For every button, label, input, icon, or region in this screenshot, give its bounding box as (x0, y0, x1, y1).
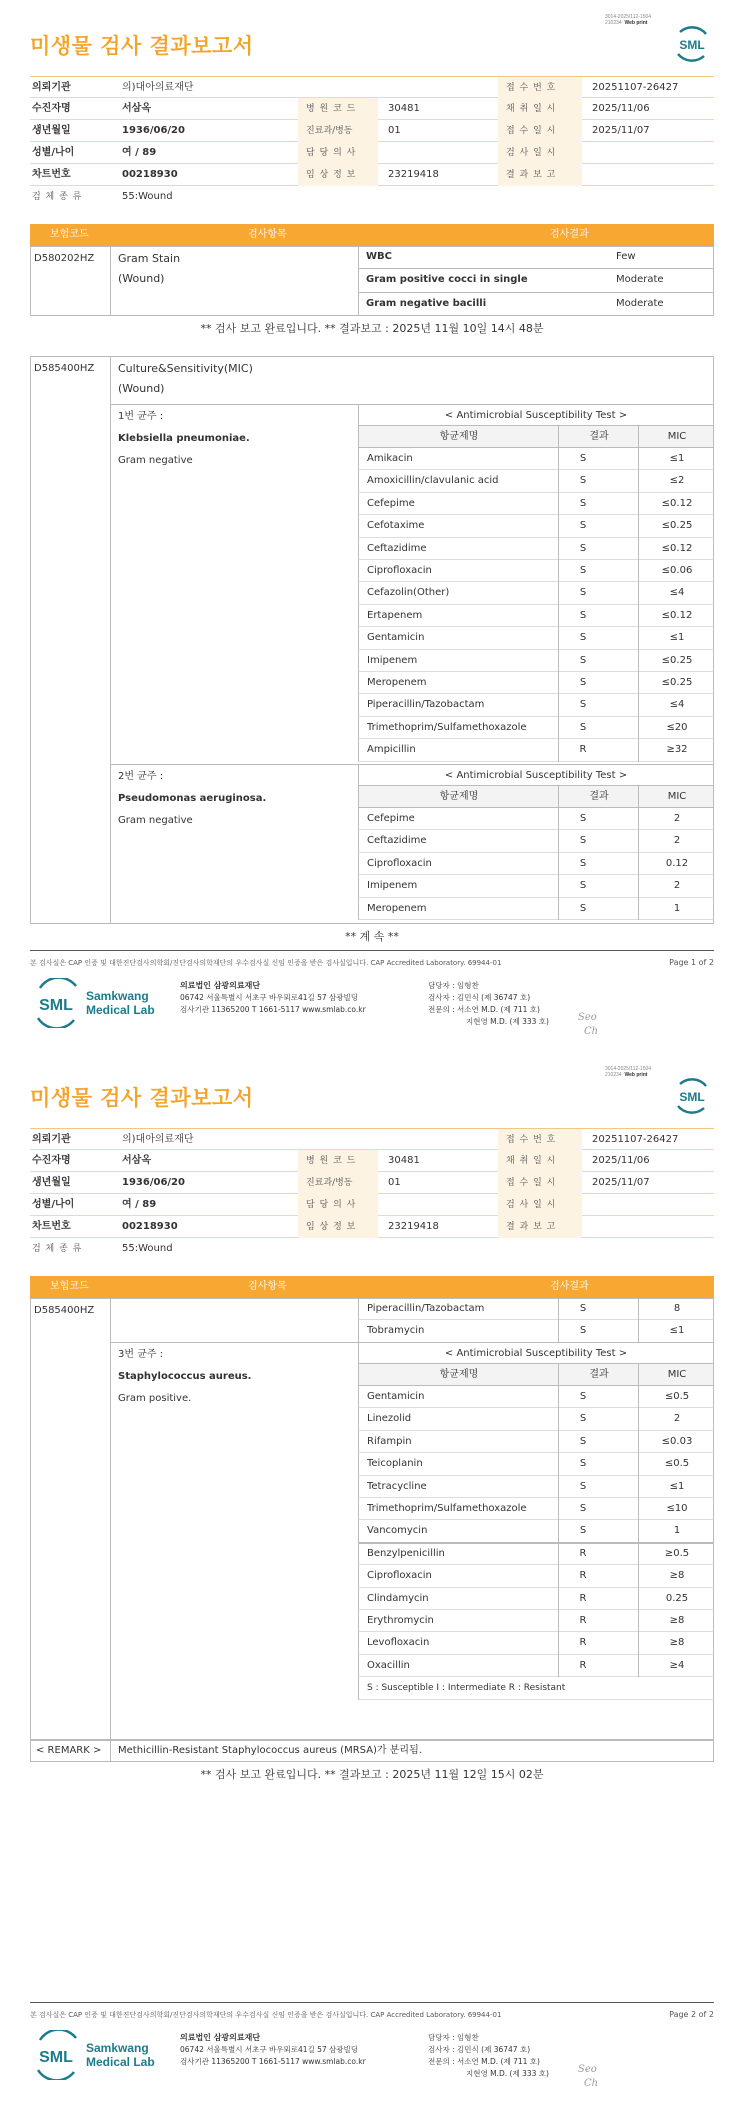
label-collect: 채 취 일 시 (498, 1150, 582, 1172)
ast-mic: ≤0.5 (664, 1458, 690, 1470)
col-result: 결과 (589, 1369, 609, 1380)
col-separator (638, 786, 639, 920)
label-dept: 진료과/병동 (298, 1172, 378, 1194)
ast-drug: Ciprofloxacin (367, 1570, 432, 1582)
sml-logo-icon (672, 1076, 712, 1116)
ast-result: S (579, 1391, 587, 1402)
ast-mic: ≥8 (669, 1637, 685, 1649)
signature-1: Seo (578, 2064, 597, 2075)
value-clinical: 23219418 (388, 1221, 439, 1232)
ast-title: < Antimicrobial Susceptibility Test > (358, 764, 714, 786)
label-req-inst: 의뢰기관 (32, 1134, 71, 1145)
ast-drug: Cefepime (367, 497, 415, 509)
ast-result: R (579, 1637, 587, 1649)
cap-note: 본 검사실은 CAP 인증 및 대한진단검사의학회/진단검사의학재단의 우수검사실 신임 인증을 받은 검사실입니다. CAP Accredited Laboratory. 69944-01 (30, 959, 502, 967)
value-dept: 01 (388, 1177, 401, 1188)
ast-drug: Meropenem (367, 677, 427, 688)
ast-result: S (579, 565, 587, 576)
ast-row (358, 1386, 714, 1408)
label-hosp-code: 병 원 코 드 (298, 98, 378, 120)
signature-2: Ch (584, 1026, 599, 1037)
ast-result: S (579, 1413, 587, 1425)
ast-mic: ≥0.5 (664, 1547, 690, 1559)
culture-complete-note: ** 검사 보고 완료입니다. ** 결과보고 : 2025년 11월 12일 15시 02분 (200, 1768, 544, 1781)
ast-drug: Oxacillin (367, 1659, 410, 1671)
company-info: 의료법인 삼광의료재단 06742 서울특별시 서초구 바우뫼로41길 57 삼광빌딩 검사기관 11365200 T 1661-5117 www.smlab.co.kr (180, 981, 366, 1014)
ast-mic: ≤20 (666, 721, 688, 733)
value-hosp-code: 30481 (388, 103, 420, 114)
ast-result: S (579, 654, 587, 666)
ast-result: R (579, 1615, 587, 1626)
label-req-inst: 의뢰기관 (32, 82, 71, 93)
ast-mic: 2 (673, 813, 681, 824)
label-dob: 생년월일 (32, 1177, 71, 1188)
ast-mic: ≤0.25 (661, 677, 693, 688)
value-req-inst: 의)대아의료재단 (122, 1134, 194, 1145)
gram-result-value: Moderate (616, 274, 664, 286)
gram-result-label: Gram negative bacilli (366, 297, 487, 309)
ast-row (358, 605, 714, 627)
ast-result: R (579, 1592, 587, 1604)
ast-result: S (579, 1325, 587, 1337)
ast-mic: ≤0.25 (661, 520, 693, 532)
company-info: 의료법인 삼광의료재단 06742 서울특별시 서초구 바우뫼로41길 57 삼광빌딩 검사기관 11365200 T 1661-5117 www.smlab.co.kr (180, 2033, 366, 2066)
gram-name: Gram Stain (118, 252, 181, 265)
page-number: Page 1 of 2 (669, 958, 714, 967)
ast-drug: Imipenem (367, 880, 418, 892)
ast-drug: Ciprofloxacin (367, 857, 432, 869)
ast-result: R (579, 1570, 587, 1582)
label-recv-no: 접 수 번 호 (498, 1129, 582, 1151)
label-recv-date: 접 수 일 시 (498, 120, 582, 142)
band-result: 검사결과 (550, 1281, 589, 1292)
ast-row (358, 898, 714, 920)
col-separator (558, 786, 559, 920)
ast-result: S (579, 1303, 587, 1314)
culture-name: Culture&Sensitivity(MIC) (118, 362, 253, 375)
org2-gram: Gram negative (118, 815, 193, 826)
ast-row (358, 538, 714, 560)
org1-gram: Gram negative (118, 455, 193, 466)
gram-result-label: WBC (366, 251, 392, 262)
col-separator (558, 426, 559, 762)
value-dept: 01 (388, 125, 401, 136)
samkwang-logo-icon (36, 978, 166, 1028)
ast-row (358, 560, 714, 582)
svg-text:SML: SML (679, 1090, 705, 1104)
ast-result: R (579, 1659, 587, 1671)
label-chart: 차트번호 (32, 169, 71, 180)
ast-row (358, 808, 714, 830)
ast-result: S (579, 1480, 587, 1492)
ast-result: S (579, 1435, 587, 1447)
svg-text:Medical Lab: Medical Lab (86, 1003, 155, 1017)
gram-result-value: Moderate (616, 297, 664, 309)
value-sex-age: 여 / 89 (122, 1199, 157, 1210)
ast-result: S (579, 453, 587, 464)
ast-mic: 0.12 (665, 857, 689, 869)
signature-2: Ch (584, 2078, 599, 2089)
ast-drug: Erythromycin (367, 1615, 434, 1626)
ast-mic: 2 (673, 880, 681, 892)
ast-result: S (579, 880, 587, 892)
col-drug: 항균제명 (439, 1369, 479, 1380)
ast-row (358, 694, 714, 716)
value-dob: 1936/06/20 (122, 125, 185, 136)
svg-text:SML: SML (39, 997, 73, 1014)
ast-row (358, 1610, 714, 1632)
ast-row (358, 448, 714, 470)
ast-mic: ≥32 (666, 744, 688, 756)
ast-drug: Cefepime (367, 813, 415, 824)
col-drug: 항균제명 (439, 431, 479, 442)
ast-legend (358, 1677, 714, 1699)
remark-label: < REMARK > (36, 1745, 102, 1756)
legend-text: S : Susceptible I : Intermediate R : Resistant (367, 1683, 566, 1694)
ast-column-header (358, 786, 714, 808)
ast-drug: Piperacillin/Tazobactam (367, 1303, 485, 1314)
ast-row (358, 1588, 714, 1610)
svg-text:Samkwang: Samkwang (86, 989, 149, 1003)
ast-result: S (579, 699, 587, 711)
col-mic: MIC (667, 1369, 687, 1380)
value-specimen: 55:Wound (122, 1243, 173, 1254)
page-title: 미생물 검사 결과보고서 (30, 34, 254, 58)
gram-result-row (358, 293, 714, 316)
ast-result: S (579, 902, 587, 914)
ast-drug: Ceftazidime (367, 835, 427, 847)
cap-note: 본 검사실은 CAP 인증 및 대한진단검사의학회/진단검사의학재단의 우수검사실 신임 인증을 받은 검사실입니다. CAP Accredited Laboratory. 69944-01 (30, 2011, 502, 2019)
label-dob: 생년월일 (32, 125, 71, 136)
ast-mic: ≤10 (666, 1503, 688, 1514)
signature-1: Seo (578, 1012, 597, 1023)
label-clinical: 임 상 정 보 (298, 1216, 378, 1238)
col-mic: MIC (667, 431, 687, 442)
org2-number: 2번 균주 : (118, 771, 164, 782)
ast-result: S (579, 835, 587, 847)
ast-row (358, 875, 714, 897)
ast-drug: Vancomycin (367, 1525, 428, 1537)
label-name: 수진자명 (32, 103, 71, 114)
ast-title: < Antimicrobial Susceptibility Test > (358, 1342, 714, 1364)
label-specimen: 검 체 종 류 (32, 192, 83, 202)
ast-drug: Trimethoprim/Sulfamethoxazole (367, 721, 527, 733)
label-name: 수진자명 (32, 1155, 71, 1166)
ast-mic: 1 (673, 902, 681, 914)
ast-row (358, 1453, 714, 1475)
ast-row (358, 470, 714, 492)
col-result: 결과 (589, 791, 609, 802)
col-separator (638, 426, 639, 762)
band-item: 검사항목 (248, 1281, 287, 1292)
label-clinical: 임 상 정 보 (298, 164, 378, 186)
ast-result: S (579, 632, 587, 644)
ast-row (358, 1520, 714, 1542)
ast-drug: Meropenem (367, 902, 427, 914)
gram-result-label: Gram positive cocci in single (366, 274, 528, 286)
value-dob: 1936/06/20 (122, 1177, 185, 1188)
ast-drug: Linezolid (367, 1413, 412, 1425)
ast-row (358, 717, 714, 739)
band-code: 보험코드 (50, 229, 89, 240)
ast-drug: Gentamicin (367, 1391, 425, 1402)
ast-title: < Antimicrobial Susceptibility Test > (358, 404, 714, 426)
ast-column-header (358, 426, 714, 448)
org2-name: Pseudomonas aeruginosa. (118, 793, 267, 804)
gram-result-value: Few (616, 251, 636, 262)
ast-drug: Imipenem (367, 654, 418, 666)
page-title: 미생물 검사 결과보고서 (30, 1086, 254, 1110)
ast-row (358, 1565, 714, 1587)
ast-row (358, 1498, 714, 1520)
ast-row (358, 1655, 714, 1677)
gram-code: D580202HZ (34, 253, 95, 264)
label-recv-no: 접 수 번 호 (498, 77, 582, 99)
ast-mic: 2 (673, 1413, 681, 1425)
ast-result: S (579, 542, 587, 554)
ast-row (358, 830, 714, 852)
col-separator (638, 1364, 639, 1677)
label-report: 결 과 보 고 (498, 164, 582, 186)
ast-mic: ≤1 (669, 453, 685, 464)
org1-name: Klebsiella pneumoniae. (118, 433, 250, 444)
value-chart: 00218930 (122, 1221, 178, 1232)
ast-row (358, 493, 714, 515)
ast-row (358, 515, 714, 537)
ast-row (358, 672, 714, 694)
ast-drug: Cefazolin(Other) (367, 587, 450, 599)
svg-text:SML: SML (39, 2049, 73, 2066)
doc-id: 3014-2025/112-1504 210234 Web print (605, 1066, 652, 1078)
ast-mic: ≥8 (669, 1570, 685, 1582)
ast-result: S (579, 1458, 587, 1470)
gram-result-row (358, 269, 714, 292)
label-dept: 진료과/병동 (298, 120, 378, 142)
ast-drug: Cefotaxime (367, 520, 425, 532)
ast-result: S (579, 813, 587, 824)
label-collect: 채 취 일 시 (498, 98, 582, 120)
label-exam-date: 검 사 일 시 (498, 1194, 582, 1216)
ast-row (358, 853, 714, 875)
band-result: 검사결과 (550, 229, 589, 240)
gram-result-row (358, 246, 714, 269)
label-doctor: 담 당 의 사 (298, 1194, 378, 1216)
samkwang-logo-icon (36, 2030, 166, 2080)
ast-mic: ≤0.12 (661, 542, 693, 554)
ast-row (358, 627, 714, 649)
ast-mic: 8 (673, 1303, 681, 1314)
band-code: 보험코드 (50, 1281, 89, 1292)
ast-mic: ≤0.12 (661, 497, 693, 509)
ast-result: S (579, 587, 587, 599)
org3-number: 3번 균주 : (118, 1349, 164, 1360)
ast-mic: ≤1 (669, 1325, 685, 1337)
report-page-2 (0, 1052, 744, 2104)
value-recv-no: 20251107-26427 (592, 82, 679, 93)
ast-drug: Gentamicin (367, 632, 425, 644)
col-result: 결과 (589, 431, 609, 442)
label-doctor: 담 당 의 사 (298, 142, 378, 164)
ast-drug: Amoxicillin/clavulanic acid (367, 475, 499, 487)
ast-drug: Benzylpenicillin (367, 1547, 445, 1559)
ast-drug: Teicoplanin (367, 1458, 423, 1470)
ast-row (358, 582, 714, 604)
ast-row (358, 1632, 714, 1654)
ast-row (358, 1476, 714, 1498)
col-separator (638, 1298, 639, 1343)
ast-row (358, 739, 714, 761)
col-mic: MIC (667, 791, 687, 802)
ast-result: S (579, 475, 587, 487)
org3-name: Staphylococcus aureus. (118, 1371, 252, 1382)
culture-code: D585400HZ (34, 363, 95, 374)
value-req-inst: 의)대아의료재단 (122, 82, 194, 93)
value-name: 서삼옥 (122, 1155, 151, 1166)
ast-drug: Trimethoprim/Sulfamethoxazole (367, 1503, 527, 1514)
label-chart: 차트번호 (32, 1221, 71, 1232)
label-sex-age: 성별/나이 (32, 147, 75, 158)
value-collect: 2025/11/06 (592, 1155, 650, 1166)
ast-result: R (579, 744, 587, 756)
label-specimen: 검 체 종 류 (32, 1244, 83, 1254)
ast-mic: ≤0.25 (661, 654, 693, 666)
label-exam-date: 검 사 일 시 (498, 142, 582, 164)
ast-column-header (358, 1364, 714, 1386)
value-specimen: 55:Wound (122, 191, 173, 202)
ast-drug: Tetracycline (367, 1480, 427, 1492)
ast-row (358, 1298, 714, 1320)
svg-text:SML: SML (679, 38, 705, 52)
sml-logo-icon (672, 24, 712, 64)
ast-drug: Amikacin (367, 453, 413, 464)
svg-text:Samkwang: Samkwang (86, 2041, 149, 2055)
gram-complete-note: ** 검사 보고 완료입니다. ** 결과보고 : 2025년 11월 10일 14시 48분 (200, 322, 544, 335)
ast-mic: ≤2 (669, 475, 685, 487)
value-recv-date: 2025/11/07 (592, 125, 650, 136)
remark-text: Methicillin-Resistant Staphylococcus aureus (MRSA)가 분리됨. (118, 1745, 422, 1756)
gram-specimen: (Wound) (118, 272, 165, 285)
ast-mic: 1 (673, 1525, 681, 1537)
value-name: 서삼옥 (122, 103, 151, 114)
ast-mic: ≤1 (669, 632, 685, 644)
doc-id: 3014-2025/112-1504 210234 Web print (605, 14, 652, 26)
culture-code-p2: D585400HZ (34, 1305, 95, 1316)
value-clinical: 23219418 (388, 169, 439, 180)
ast-row (358, 1543, 714, 1565)
ast-drug: Levofloxacin (367, 1637, 430, 1649)
ast-mic: ≥8 (669, 1615, 685, 1626)
ast-mic: 0.25 (665, 1592, 689, 1604)
label-hosp-code: 병 원 코 드 (298, 1150, 378, 1172)
col-drug: 항균제명 (439, 791, 479, 802)
label-sex-age: 성별/나이 (32, 1199, 75, 1210)
ast-result: S (579, 520, 587, 532)
value-recv-date: 2025/11/07 (592, 1177, 650, 1188)
value-chart: 00218930 (122, 169, 178, 180)
ast-mic: ≤4 (669, 587, 685, 599)
label-recv-date: 접 수 일 시 (498, 1172, 582, 1194)
ast-mic: ≥4 (669, 1659, 685, 1671)
value-hosp-code: 30481 (388, 1155, 420, 1166)
ast-result: S (579, 721, 587, 733)
ast-result: S (579, 857, 587, 869)
ast-mic: ≤1 (669, 1480, 685, 1492)
ast-drug: Ceftazidime (367, 542, 427, 554)
continued-note: ** 계 속 ** (345, 930, 399, 943)
ast-mic: ≤0.5 (664, 1391, 690, 1402)
ast-result: S (579, 1503, 587, 1514)
ast-drug: Ciprofloxacin (367, 565, 432, 576)
ast-mic: 2 (673, 835, 681, 847)
org1-number: 1번 균주 : (118, 411, 164, 422)
staff-info: 담당자 : 임형찬 검사자 : 김민식 (제 36747 호) 전문의 : 서소연 M.D. (제 711 호) 지현영 M.D. (제 333 호) (428, 981, 549, 1026)
label-report: 결 과 보 고 (498, 1216, 582, 1238)
results-header-band (30, 1276, 714, 1298)
ast-row (358, 1408, 714, 1430)
col-separator (558, 1364, 559, 1677)
ast-drug: Rifampin (367, 1435, 412, 1447)
ast-mic: ≤0.03 (661, 1435, 693, 1447)
staff-info: 담당자 : 임형찬 검사자 : 김민식 (제 36747 호) 전문의 : 서소연 M.D. (제 711 호) 지현영 M.D. (제 333 호) (428, 2033, 549, 2078)
ast-drug: Ampicillin (367, 744, 416, 756)
ast-mic: ≤0.06 (661, 565, 693, 576)
value-sex-age: 여 / 89 (122, 147, 157, 158)
ast-result: S (579, 1525, 587, 1537)
ast-row (358, 1431, 714, 1453)
results-header-band (30, 224, 714, 246)
ast-drug: Tobramycin (367, 1325, 425, 1337)
ast-drug: Ertapenem (367, 609, 423, 621)
value-recv-no: 20251107-26427 (592, 1134, 679, 1145)
ast-drug: Clindamycin (367, 1592, 429, 1604)
ast-mic: ≤0.12 (661, 609, 693, 621)
ast-row (358, 650, 714, 672)
ast-result: R (579, 1547, 587, 1559)
ast-drug: Piperacillin/Tazobactam (367, 699, 485, 711)
col-separator (558, 1298, 559, 1343)
org3-gram: Gram positive. (118, 1393, 192, 1404)
ast-result: S (579, 677, 587, 688)
ast-row (358, 1320, 714, 1342)
culture-specimen: (Wound) (118, 382, 165, 395)
ast-mic: ≤4 (669, 699, 685, 711)
band-item: 검사항목 (248, 229, 287, 240)
value-collect: 2025/11/06 (592, 103, 650, 114)
ast-result: S (579, 609, 587, 621)
page-number: Page 2 of 2 (669, 2010, 714, 2019)
ast-result: S (579, 497, 587, 509)
svg-text:Medical Lab: Medical Lab (86, 2055, 155, 2069)
